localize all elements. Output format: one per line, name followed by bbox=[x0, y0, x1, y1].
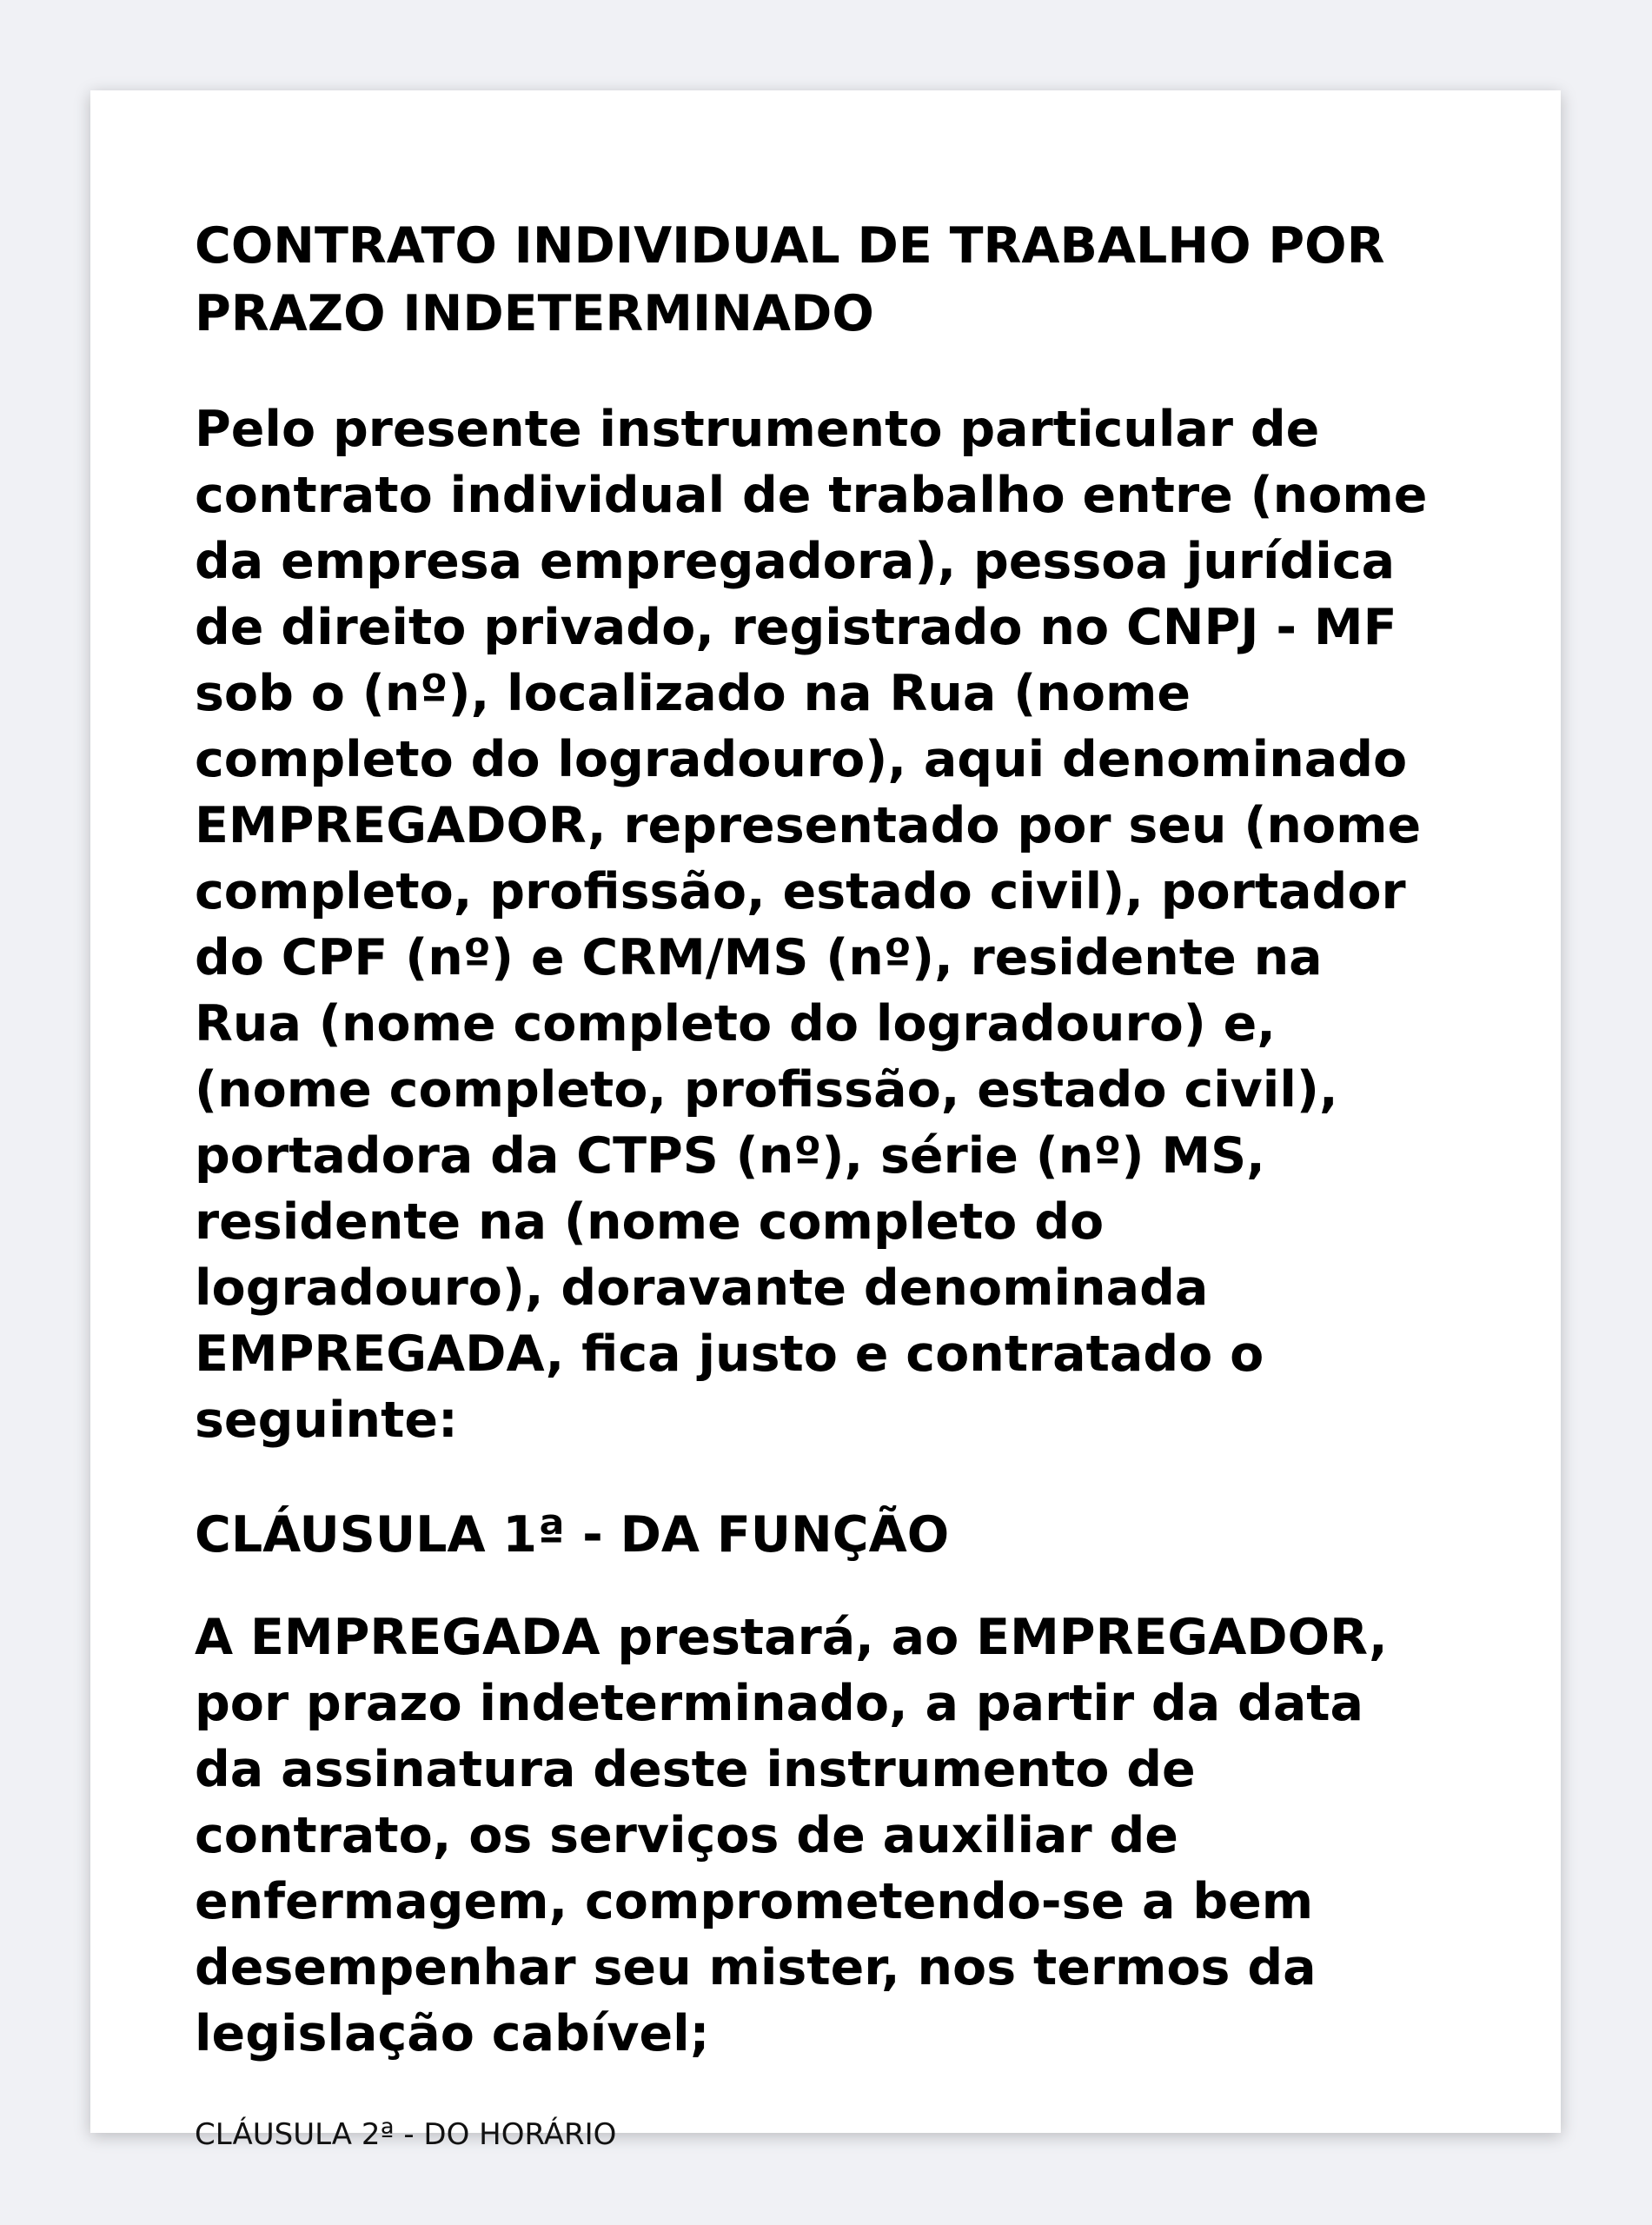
clause-2-heading: CLÁUSULA 2ª - DO HORÁRIO bbox=[195, 2117, 617, 2152]
clause-1-text: A EMPREGADA prestará, ao EMPREGADOR, por prazo indeterminado, a partir da data da assinatura deste instrumento de contrato, os serviços de auxiliar de enfermagem, comprometendo-se a bem desempenhar seu mister, nos termos da legislação cabível; bbox=[195, 1609, 1388, 2062]
intro-paragraph: Pelo presente instrumento particular de contrato individual de trabalho entre (nome da empresa empregadora), pessoa jurídica de direito privado, registrado no CNPJ - MF sob o (nº), localizado na Rua (nome completo do logradouro), aqui denominado EMPREGADOR, representado por seu (nome completo, profissão, estado civil), portador do CPF (nº) e CRM/MS (nº), residente na Rua (nome completo do logradouro) e, (nome completo, profissão, estado civil), portadora da CTPS (nº), série (nº) MS, residente na (nome completo do logradouro), doravante denominada EMPREGADA, fica justo e contratado o seguinte: bbox=[195, 401, 1428, 1449]
clause-1-heading: CLÁUSULA 1ª - DA FUNÇÃO bbox=[195, 1506, 950, 1564]
document-page bbox=[90, 90, 1561, 2133]
document-content bbox=[195, 212, 1550, 2067]
document-title: CONTRATO INDIVIDUAL DE TRABALHO POR PRAZO INDETERMINADO bbox=[195, 217, 1385, 342]
